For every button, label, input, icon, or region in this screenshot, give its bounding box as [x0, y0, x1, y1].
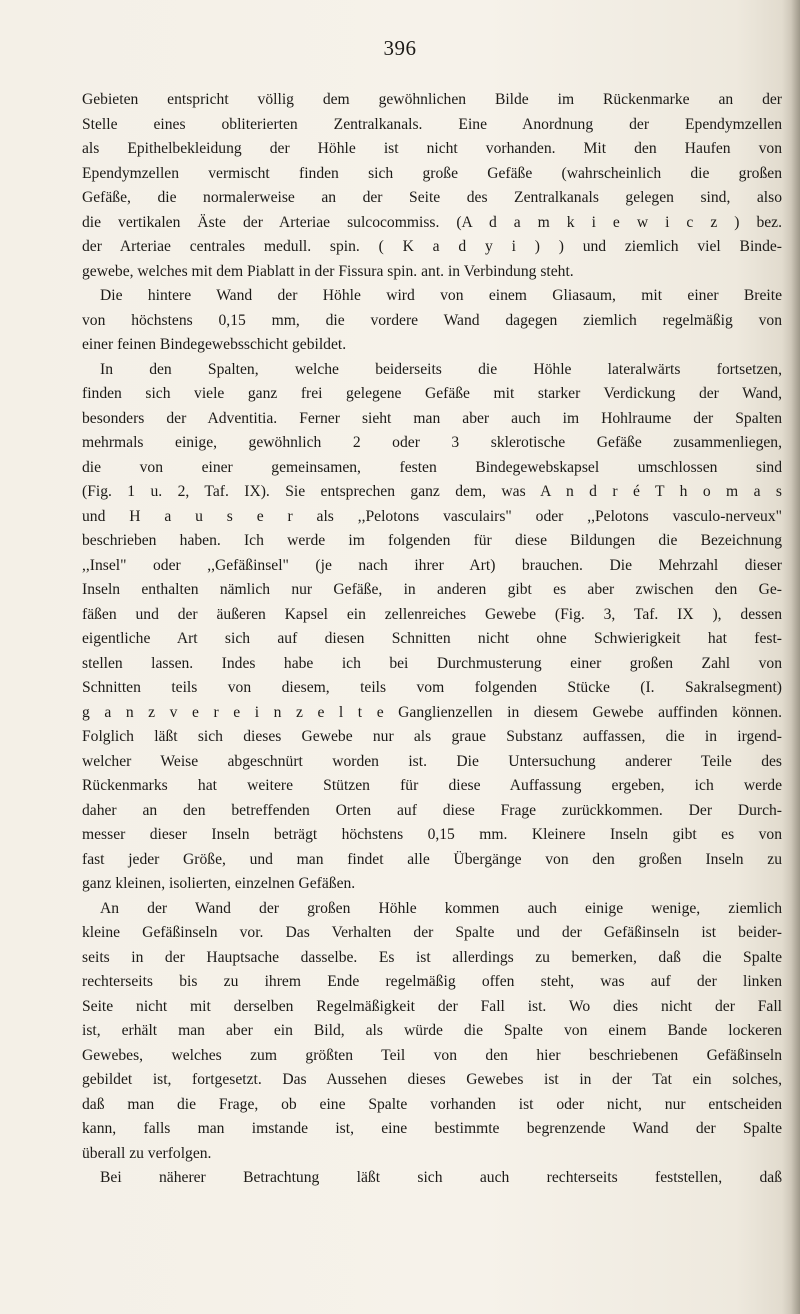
text-line: g a n z v e r e i n z e l t e Ganglienzellen in diesem Gewebe auffinden können. — [82, 703, 782, 721]
text-line: von höchstens 0,15 mm, die vordere Wand dagegen ziemlich regelmäßig von — [82, 311, 782, 329]
text-line: ,,Insel" oder ,,Gefäßinsel" (je nach ihrer Art) brauchen. Die Mehrzahl dieser — [82, 556, 782, 574]
text-line: Die hintere Wand der Höhle wird von einem Gliasaum, mit einer Breite — [100, 287, 782, 304]
text-line: Inseln enthalten nämlich nur Gefäße, in anderen gibt es aber zwischen den Ge- — [82, 581, 782, 598]
text-line: messer dieser Inseln beträgt höchstens 0,15 mm. Kleinere Inseln gibt es von — [82, 826, 782, 843]
text-line: besonders der Adventitia. Ferner sieht man aber auch im Hohlraume der Spalten — [82, 409, 782, 427]
text-line: Gebieten entspricht völlig dem gewöhnlichen Bilde im Rückenmarke an der — [82, 91, 782, 108]
text-line: Rückenmarks hat weitere Stützen für diese Auffassung ergeben, ich werde — [82, 777, 782, 794]
text-line: die vertikalen Äste der Arteriae sulcocommiss. (A d a m k i e w i c z ) bez. — [82, 213, 782, 231]
text-line: gebildet ist, fortgesetzt. Das Aussehen dieses Gewebes ist in der Tat ein solches, — [82, 1071, 782, 1088]
text-line: finden sich viele ganz frei gelegene Gefäße mit starker Verdickung der Wand, — [82, 385, 782, 402]
text-line: und H a u s e r als ,,Pelotons vasculairs" oder ,,Pelotons vasculo-nerveux" — [82, 507, 782, 525]
text-line: gewebe, welches mit dem Piablatt in der Fissura spin. ant. in Verbindung steht. — [82, 262, 574, 280]
text-line: die von einer gemeinsamen, festen Bindegewebskapsel umschlossen sind — [82, 458, 782, 476]
text-line: kleine Gefäßinseln vor. Das Verhalten der Spalte und der Gefäßinseln ist beider- — [82, 924, 782, 941]
body-text — [82, 88, 782, 1191]
paragraph — [82, 1166, 782, 1191]
text-line: rechterseits bis zu ihrem Ende regelmäßig offen steht, was auf der linken — [82, 973, 782, 990]
text-line: beschrieben haben. Ich werde im folgenden für diese Bildungen die Bezeichnung — [82, 532, 782, 549]
text-line: Seite nicht mit derselben Regelmäßigkeit der Fall ist. Wo dies nicht der Fall — [82, 997, 782, 1015]
text-line: welcher Weise abgeschnürt worden ist. Die Untersuchung anderer Teile des — [82, 752, 782, 770]
text-line: als Epithelbekleidung der Höhle ist nicht vorhanden. Mit den Haufen von — [82, 140, 782, 157]
text-line: Bei näherer Betrachtung läßt sich auch rechterseits feststellen, daß — [100, 1169, 782, 1186]
text-line: kann, falls man imstande ist, eine bestimmte begrenzende Wand der Spalte — [82, 1120, 782, 1137]
text-line: stellen lassen. Indes habe ich bei Durchmusterung einer großen Zahl von — [82, 654, 782, 672]
text-line: Gewebes, welches zum größten Teil von den hier beschriebenen Gefäßinseln — [82, 1046, 782, 1064]
text-line: In den Spalten, welche beiderseits die Höhle lateralwärts fortsetzen, — [100, 360, 782, 378]
text-line: fäßen und der äußeren Kapsel ein zellenreiches Gewebe (Fig. 3, Taf. IX ), dessen — [82, 605, 782, 623]
text-line: seits in der Hauptsache dasselbe. Es ist allerdings zu bemerken, daß die Spalte — [82, 948, 782, 966]
text-line: ganz kleinen, isolierten, einzelnen Gefäßen. — [82, 875, 356, 892]
text-line: einer feinen Bindegewebsschicht gebildet. — [82, 336, 347, 353]
paragraph — [82, 358, 782, 897]
paragraph — [82, 88, 782, 284]
text-line: An der Wand der großen Höhle kommen auch einige wenige, ziemlich — [100, 899, 782, 917]
text-line: (Fig. 1 u. 2, Taf. IX). Sie entsprechen ganz dem, was A n d r é T h o m a s — [82, 483, 782, 500]
page-edge-shadow — [782, 0, 800, 1314]
text-line: daher an den betreffenden Orten auf diese Frage zurückkommen. Der Durch- — [82, 801, 782, 819]
text-line: Folglich läßt sich dieses Gewebe nur als graue Substanz auffassen, die in irgend- — [82, 728, 782, 745]
paragraph — [82, 284, 782, 358]
text-line: daß man die Frage, ob eine Spalte vorhanden ist oder nicht, nur entscheiden — [82, 1095, 782, 1113]
text-line: ist, erhält man aber ein Bild, als würde die Spalte von einem Bande lockeren — [82, 1022, 782, 1039]
text-line: überall zu verfolgen. — [82, 1144, 212, 1162]
text-line: Gefäße, die normalerweise an der Seite des Zentralkanals gelegen sind, also — [82, 189, 782, 206]
text-line: Stelle eines obliterierten Zentralkanals. Eine Anordnung der Ependymzellen — [82, 115, 782, 133]
text-line: Schnitten teils von diesem, teils vom folgenden Stücke (I. Sakralsegment) — [82, 679, 782, 696]
paragraph — [82, 897, 782, 1167]
text-line: der Arteriae centrales medull. spin. ( K a d y i ) ) und ziemlich viel Binde- — [82, 238, 782, 255]
text-line: eigentliche Art sich auf diesen Schnitten nicht ohne Schwierigkeit hat fest- — [82, 630, 782, 647]
text-line: mehrmals einige, gewöhnlich 2 oder 3 sklerotische Gefäße zusammenliegen, — [82, 434, 782, 451]
page-number: 396 — [383, 36, 417, 60]
text-line: Ependymzellen vermischt finden sich große Gefäße (wahrscheinlich die großen — [82, 164, 782, 182]
text-line: fast jeder Größe, und man findet alle Übergänge von den großen Inseln zu — [82, 850, 782, 868]
